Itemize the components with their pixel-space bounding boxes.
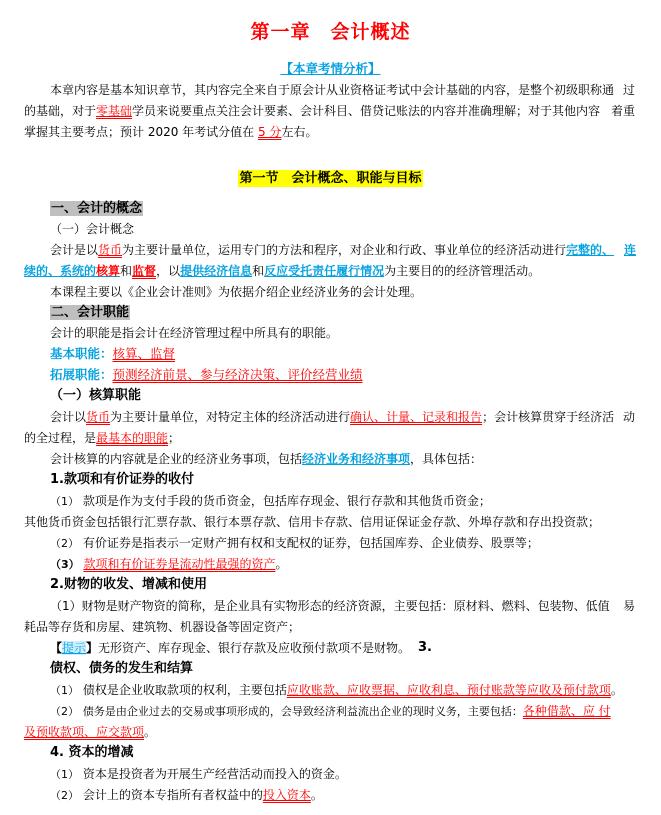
item-4-point-2 xyxy=(50,785,323,806)
accounting-function-heading: （一）核算职能 xyxy=(50,388,142,403)
concept-heading-text: 一、会计的概念 xyxy=(51,201,143,216)
text: 左右。 xyxy=(281,125,318,139)
systematic-highlight: 续的、系统的 xyxy=(24,264,97,278)
info-highlight: 提供经济信息 xyxy=(180,264,253,278)
money-highlight: 货币 xyxy=(98,243,123,257)
item-3-point-1 xyxy=(50,680,623,701)
zero-basis-highlight: 零基础 xyxy=(96,104,133,118)
text: 的全过程，是 xyxy=(24,431,97,445)
text: 债权是企业收取款项的权利，主要包括 xyxy=(82,683,287,697)
text: 有价证券是指表示一定财产拥有权和支配权的证券，包括国库券、企业债券、股票等； xyxy=(82,536,539,550)
chapter-title: 第一章 会计概述 xyxy=(250,21,411,43)
text: 会计是以 xyxy=(50,243,99,257)
concept-para-1 xyxy=(50,240,614,260)
text: 为主要计量单位，对特定主体的经济活动进行 xyxy=(110,410,351,424)
hint-text: 无形资产、库存现金、银行存款及应收预付款项不是财物。 xyxy=(98,641,411,655)
text: 。 xyxy=(275,557,288,571)
most-basic-highlight: 最基本的职能 xyxy=(96,431,169,445)
item-4-point-1 xyxy=(50,764,347,785)
list-number: （2） xyxy=(50,537,79,550)
invested-capital-highlight: 投入资本 xyxy=(262,788,311,802)
text: 会计核算的内容就是企业的经济业务事项，包括 xyxy=(50,452,303,466)
item-2-point-1-tail: 易 xyxy=(623,599,636,613)
concept-sub: （一）会计概念 xyxy=(50,222,135,236)
item-2-point-1b: 耗品等存货和房屋、建筑物、机器设备等固定资产； xyxy=(24,620,301,634)
text: 会计上的资本专指所有者权益中的 xyxy=(82,788,263,802)
analysis-line-2-tail: 着重 xyxy=(611,104,636,118)
text: 学员来说要重点关注会计要素、会计科目、借贷记账法的内容并准确理解；对于其他内容 xyxy=(132,104,601,118)
functions-heading-text: 二、会计职能 xyxy=(51,305,130,320)
analysis-text: 本章内容是基本知识章节，其内容完全来自于原会计从业资格证考试中会计基础的内容，是整个初级职称通 xyxy=(50,83,615,97)
liquidity-highlight: 款项和有价证券是流动性最强的资产 xyxy=(83,557,276,571)
accounting-para-1 xyxy=(50,407,614,427)
analysis-line-1 xyxy=(50,80,614,100)
payables-highlight: 各种借款、应 付 xyxy=(522,704,611,718)
accounting-highlight: 核算 xyxy=(96,264,121,278)
item-1-point-1b: 其他货币资金包括银行汇票存款、银行本票存款、信用卡存款、信用证保证金存款、外埠存款和存出投资款； xyxy=(24,515,601,529)
item-1-title: 1.款项和有价证券的收付 xyxy=(50,472,194,487)
business-highlight: 经济业务和经济事项 xyxy=(302,452,411,466)
text: ，以 xyxy=(156,264,181,278)
list-number: （2） xyxy=(50,789,79,802)
item-1-point-2 xyxy=(50,533,539,554)
text: 。 xyxy=(610,683,623,697)
text: 。 xyxy=(144,725,157,739)
item-1-point-1 xyxy=(50,491,491,512)
text: 的基础，对于 xyxy=(24,104,97,118)
text: 掌握其主要考点；预计 2020 年考试分值在 xyxy=(24,125,258,139)
list-number: （2） xyxy=(50,705,79,718)
text: 会计以 xyxy=(50,410,87,424)
text: ；会计核算贯穿于经济活 xyxy=(482,410,615,424)
list-number: （1） xyxy=(50,495,79,508)
ext-value: 预测经济前景、参与经济决策、评价经营业绩 xyxy=(112,367,363,382)
item-3-title: 债权、债务的发生和结算 xyxy=(50,661,194,676)
section-title-text: 第一节 会计概念、职能与目标 xyxy=(239,171,422,186)
complete-highlight: 完整的、 xyxy=(566,243,615,257)
accounting-para-2 xyxy=(24,428,180,448)
text: 款项是作为支付手段的货币资金，包括库存现金、银行存款和其他货币资金； xyxy=(82,494,491,508)
text: ，具体包括： xyxy=(410,452,483,466)
score-highlight: 5 分 xyxy=(257,125,282,139)
list-number: （1） xyxy=(50,684,79,697)
extended-functions xyxy=(50,365,363,385)
item-3-point-2b xyxy=(24,722,156,742)
text: 为主要计量单位，运用专门的方法和程序，对企业和行政、事业单位的经济活动进行 xyxy=(122,243,567,257)
concept-para-2 xyxy=(24,261,540,281)
basic-functions xyxy=(50,344,175,364)
functions-intro: 会计的职能是指会计在经济管理过程中所具有的职能。 xyxy=(50,326,339,340)
text: ； xyxy=(168,431,181,445)
money-highlight: 货币 xyxy=(86,410,111,424)
item-2-title: 2.财物的收发、增减和使用 xyxy=(50,577,207,592)
bracket: 【 xyxy=(50,641,63,655)
text: 为主要目的的经济管理活动。 xyxy=(384,264,541,278)
concept-heading xyxy=(50,198,143,219)
concept-para-3: 本课程主要以《企业会计准则》为依据介绍企业经济业务的会计处理。 xyxy=(50,285,423,299)
content-para xyxy=(50,449,482,469)
item-4-title: 4. 资本的增减 xyxy=(50,745,134,760)
analysis-line-1-tail: 过 xyxy=(623,83,636,97)
text: 和 xyxy=(252,264,265,278)
analysis-line-3 xyxy=(24,122,317,142)
responsibility-highlight: 反应受托责任履行情况 xyxy=(264,264,385,278)
item-3-number: 3. xyxy=(418,640,432,655)
hint-line xyxy=(50,638,410,658)
item-1-point-3 xyxy=(50,554,288,575)
receivables-highlight: 应收账款、应收票据、应收利息、预付账款等应收及预付款项 xyxy=(286,683,611,697)
text: 资本是投资者为开展生产经营活动而投入的资金。 xyxy=(82,767,347,781)
list-number: （1） xyxy=(50,768,79,781)
ext-label: 拓展职能： xyxy=(50,367,113,382)
section-title xyxy=(0,168,661,189)
bracket: 】 xyxy=(86,641,99,655)
supervision-highlight: 监督 xyxy=(132,264,157,278)
basic-label: 基本职能： xyxy=(50,346,113,361)
item-2-point-1: （1）财物是财产物资的简称，是企业具有实物形态的经济资源，主要包括：原材料、燃料、包装物、低值 xyxy=(50,599,610,613)
item-3-point-2 xyxy=(50,701,611,722)
basic-value: 核算、监督 xyxy=(112,346,176,361)
payables-highlight-cont: 及预收款项、应交款项 xyxy=(24,725,145,739)
concept-para-1-tail: 连 xyxy=(624,243,637,257)
text: 和 xyxy=(120,264,133,278)
steps-highlight: 确认、计量、记录和报告 xyxy=(350,410,483,424)
list-number: （3） xyxy=(50,558,80,571)
hint-label: 提示 xyxy=(62,641,87,655)
text: 债务是由企业过去的交易或事项形成的，会导致经济利益流出企业的现时义务，主要包括： xyxy=(82,705,523,718)
analysis-heading: 【本章考情分析】 xyxy=(280,61,381,76)
analysis-line-2 xyxy=(24,101,600,121)
accounting-para-1-tail: 动 xyxy=(623,410,636,424)
text: 。 xyxy=(310,788,323,802)
functions-heading xyxy=(50,302,130,323)
